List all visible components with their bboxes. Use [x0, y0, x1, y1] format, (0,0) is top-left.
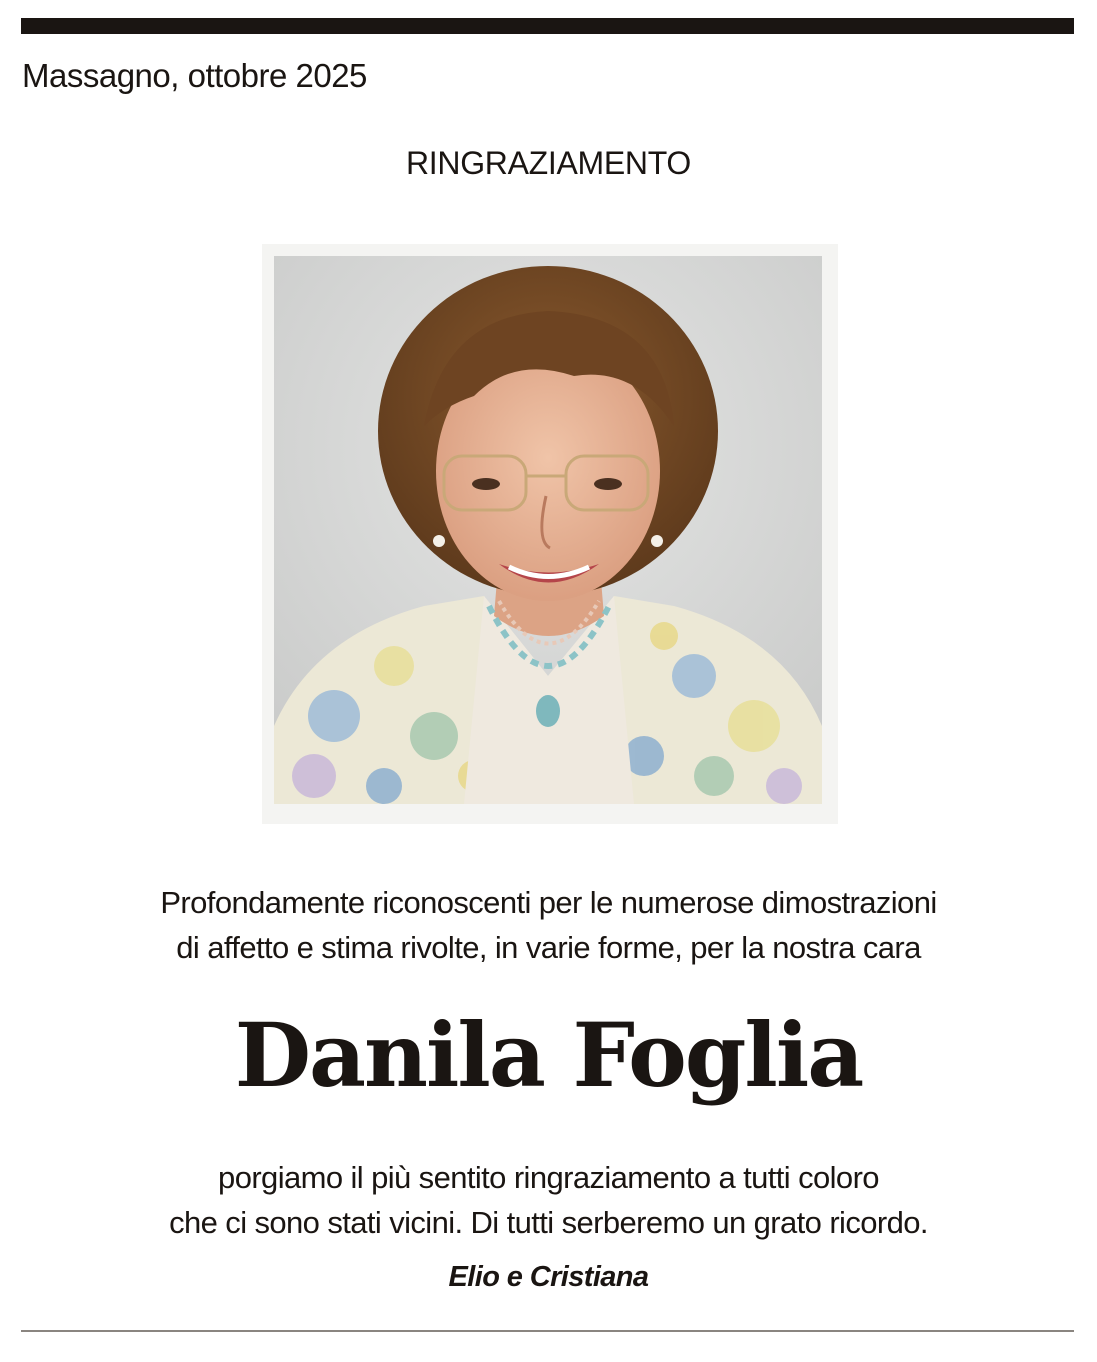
thanks-line: porgiamo il più sentito ringraziamento a tutti coloro [218, 1160, 879, 1195]
announcement-heading: RINGRAZIAMENTO [405, 145, 691, 181]
thanks-line: che ci sono stati vicini. Di tutti serberemo un grato ricordo. [169, 1205, 928, 1240]
top-rule [21, 18, 1074, 34]
place-date: Massagno, ottobre 2025 [22, 57, 367, 94]
portrait-frame [262, 244, 838, 824]
intro-line: di affetto e stima rivolte, in varie forme, per la nostra cara [176, 930, 921, 965]
intro-text [0, 880, 1097, 970]
signature: Elio e Cristiana [448, 1261, 649, 1293]
portrait-photo [274, 256, 822, 804]
bottom-rule [21, 1330, 1074, 1332]
intro-line: Profondamente riconoscenti per le numerose dimostrazioni [160, 885, 937, 920]
thanks-text [0, 1155, 1097, 1245]
deceased-name: Danila Foglia [234, 1003, 863, 1107]
